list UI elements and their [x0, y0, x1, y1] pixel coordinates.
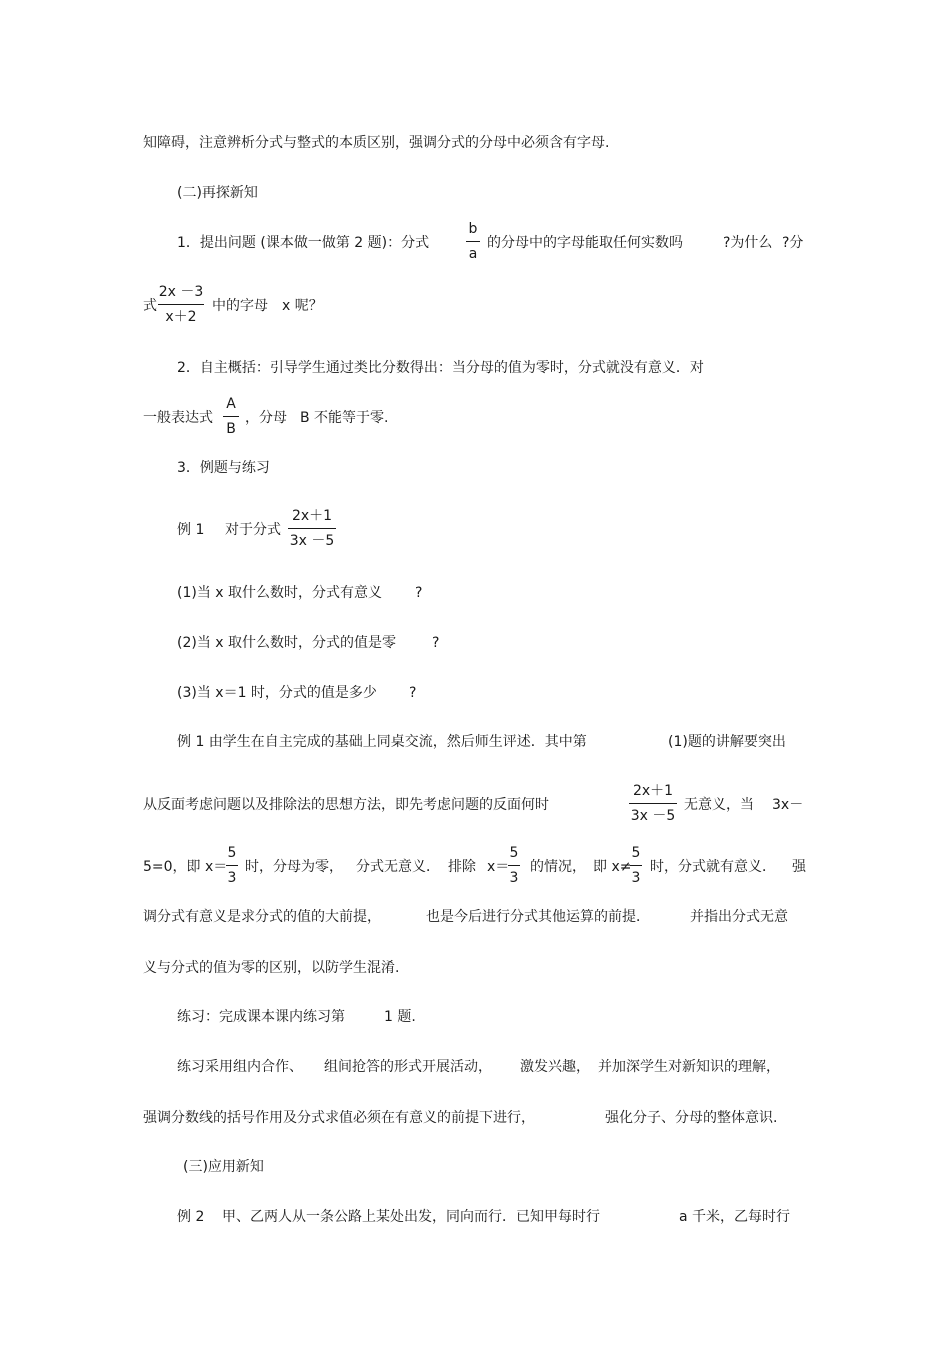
section-heading-3: (三)应用新知 — [183, 1159, 264, 1175]
fraction-denominator: 3x －5 — [630, 808, 676, 824]
fraction-denominator: 3 — [227, 870, 237, 886]
paragraph-line-3: 3x－ — [772, 797, 804, 813]
sub-question-3-mark: ? — [409, 685, 417, 701]
paragraph-line: 一般表达式 — [143, 410, 213, 426]
fraction-bar — [508, 865, 520, 866]
fraction-denominator: 3x －5 — [289, 533, 335, 549]
fraction-numerator: b — [468, 221, 478, 237]
question-1-cont-3: x 呢？ — [282, 298, 323, 314]
sub-question-3: (3)当 x＝1 时，分式的值是多少 — [177, 685, 377, 701]
fraction-numerator: A — [226, 396, 236, 412]
fraction-example-1-repeat — [629, 782, 677, 825]
fraction-bar — [288, 528, 336, 529]
fraction-bar — [223, 416, 239, 417]
fraction-bar — [629, 803, 677, 804]
question-1-cont: 式 — [143, 298, 157, 314]
paragraph-line-6: 的情况， — [530, 859, 586, 875]
paragraph-line-4: 并加深学生对新知识的理解， — [598, 1059, 780, 1075]
paragraph-line-2: 组间抢答的形式开展活动， — [324, 1059, 492, 1075]
question-1-text-2: 的分母中的字母能取任何实数吗 — [487, 235, 683, 251]
fraction-denominator: x＋2 — [165, 309, 197, 325]
fraction-example-1 — [288, 507, 336, 550]
paragraph-line-2: 强化分子、分母的整体意识. — [605, 1110, 778, 1126]
section-heading-2: (二)再探新知 — [177, 185, 258, 201]
fraction-numerator: 2x＋1 — [291, 508, 333, 524]
paragraph-line-9: 强 — [792, 859, 806, 875]
fraction-numerator: 2x －3 — [158, 284, 204, 300]
fraction-5-over-3 — [630, 844, 642, 887]
example-2-text-2: a 千米，乙每时行 — [679, 1209, 791, 1225]
fraction-2x-3-over-x+2 — [158, 283, 204, 326]
subsection-heading-3: 3．例题与练习 — [177, 460, 270, 476]
example-1-text: 对于分式 — [225, 522, 281, 538]
fraction-5-over-3 — [508, 844, 520, 887]
paragraph-line-8: 时，分式就有意义． — [650, 859, 776, 875]
paragraph-line-5: x＝ — [487, 859, 510, 875]
fraction-numerator: 5 — [227, 845, 237, 861]
question-1-text: 1．提出问题 (课本做一做第 2 题)：分式 — [177, 235, 430, 251]
question-1-text-3: ?为什么 — [723, 235, 773, 251]
sub-question-2-mark: ? — [432, 635, 440, 651]
paragraph-line-3: 并指出分式无意 — [690, 909, 788, 925]
question-1-cont-2: 中的字母 — [212, 298, 268, 314]
paragraph-line-3: B 不能等于零. — [300, 410, 389, 426]
paragraph-line: 义与分式的值为零的区别，以防学生混淆. — [143, 960, 400, 976]
paragraph-line: 5=0，即 x＝ — [143, 859, 228, 875]
paragraph-line: 2．自主概括：引导学生通过类比分数得出：当分母的值为零时，分式就没有意义．对 — [177, 360, 704, 376]
fraction-denominator: a — [468, 246, 478, 262]
fraction-5-over-3 — [226, 844, 238, 887]
paragraph-line: 强调分数线的括号作用及分式求值必须在有意义的前提下进行， — [143, 1110, 535, 1126]
fraction-bar — [158, 304, 204, 305]
paragraph-line-3: 分式无意义． — [356, 859, 440, 875]
paragraph-line: 练习采用组内合作、 — [177, 1059, 303, 1075]
sub-question-1-mark: ? — [415, 585, 423, 601]
paragraph-line-2: ，分母 — [245, 410, 287, 426]
paragraph-line-2: 时，分母为零， — [245, 859, 343, 875]
fraction-b-over-a — [466, 220, 480, 263]
paragraph-line-2: 也是今后进行分式其他运算的前提． — [426, 909, 650, 925]
fraction-bar — [466, 241, 480, 242]
example-2-text: 甲、乙两人从一条公路上某处出发，同向而行．已知甲每时行 — [222, 1209, 600, 1225]
fraction-A-over-B — [223, 395, 239, 438]
example-2-label: 例 2 — [177, 1209, 205, 1225]
fraction-denominator: 3 — [631, 870, 641, 886]
paragraph-line: 从反面考虑问题以及排除法的思想方法，即先考虑问题的反面何时 — [143, 797, 549, 813]
example-1-label: 例 1 — [177, 522, 205, 538]
paragraph-line-2: 无意义，当 — [684, 797, 754, 813]
paragraph-line-3: 激发兴趣， — [520, 1059, 590, 1075]
sub-question-1: (1)当 x 取什么数时，分式有意义 — [177, 585, 383, 601]
fraction-denominator: B — [226, 421, 236, 437]
fraction-numerator: 5 — [509, 845, 519, 861]
paragraph-line: 知障碍，注意辨析分式与整式的本质区别，强调分式的分母中必须含有字母. — [143, 135, 610, 151]
paragraph-line-4: 排除 — [448, 859, 476, 875]
fraction-denominator: 3 — [509, 870, 519, 886]
fraction-numerator: 2x＋1 — [632, 783, 674, 799]
practice-line: 练习：完成课本课内练习第 — [177, 1009, 345, 1025]
paragraph-line: 调分式有意义是求分式的值的大前提， — [143, 909, 381, 925]
sub-question-2: (2)当 x 取什么数时，分式的值是零 — [177, 635, 397, 651]
paragraph-line-2: (1)题的讲解要突出 — [668, 734, 786, 750]
fraction-bar — [630, 865, 642, 866]
fraction-numerator: 5 — [631, 845, 641, 861]
practice-line-2: 1 题. — [384, 1009, 416, 1025]
question-1-text-4: ?分 — [782, 235, 804, 251]
fraction-bar — [226, 865, 238, 866]
paragraph-line: 例 1 由学生在自主完成的基础上同桌交流，然后师生评述．其中第 — [177, 734, 587, 750]
paragraph-line-7: 即 x≠ — [593, 859, 632, 875]
